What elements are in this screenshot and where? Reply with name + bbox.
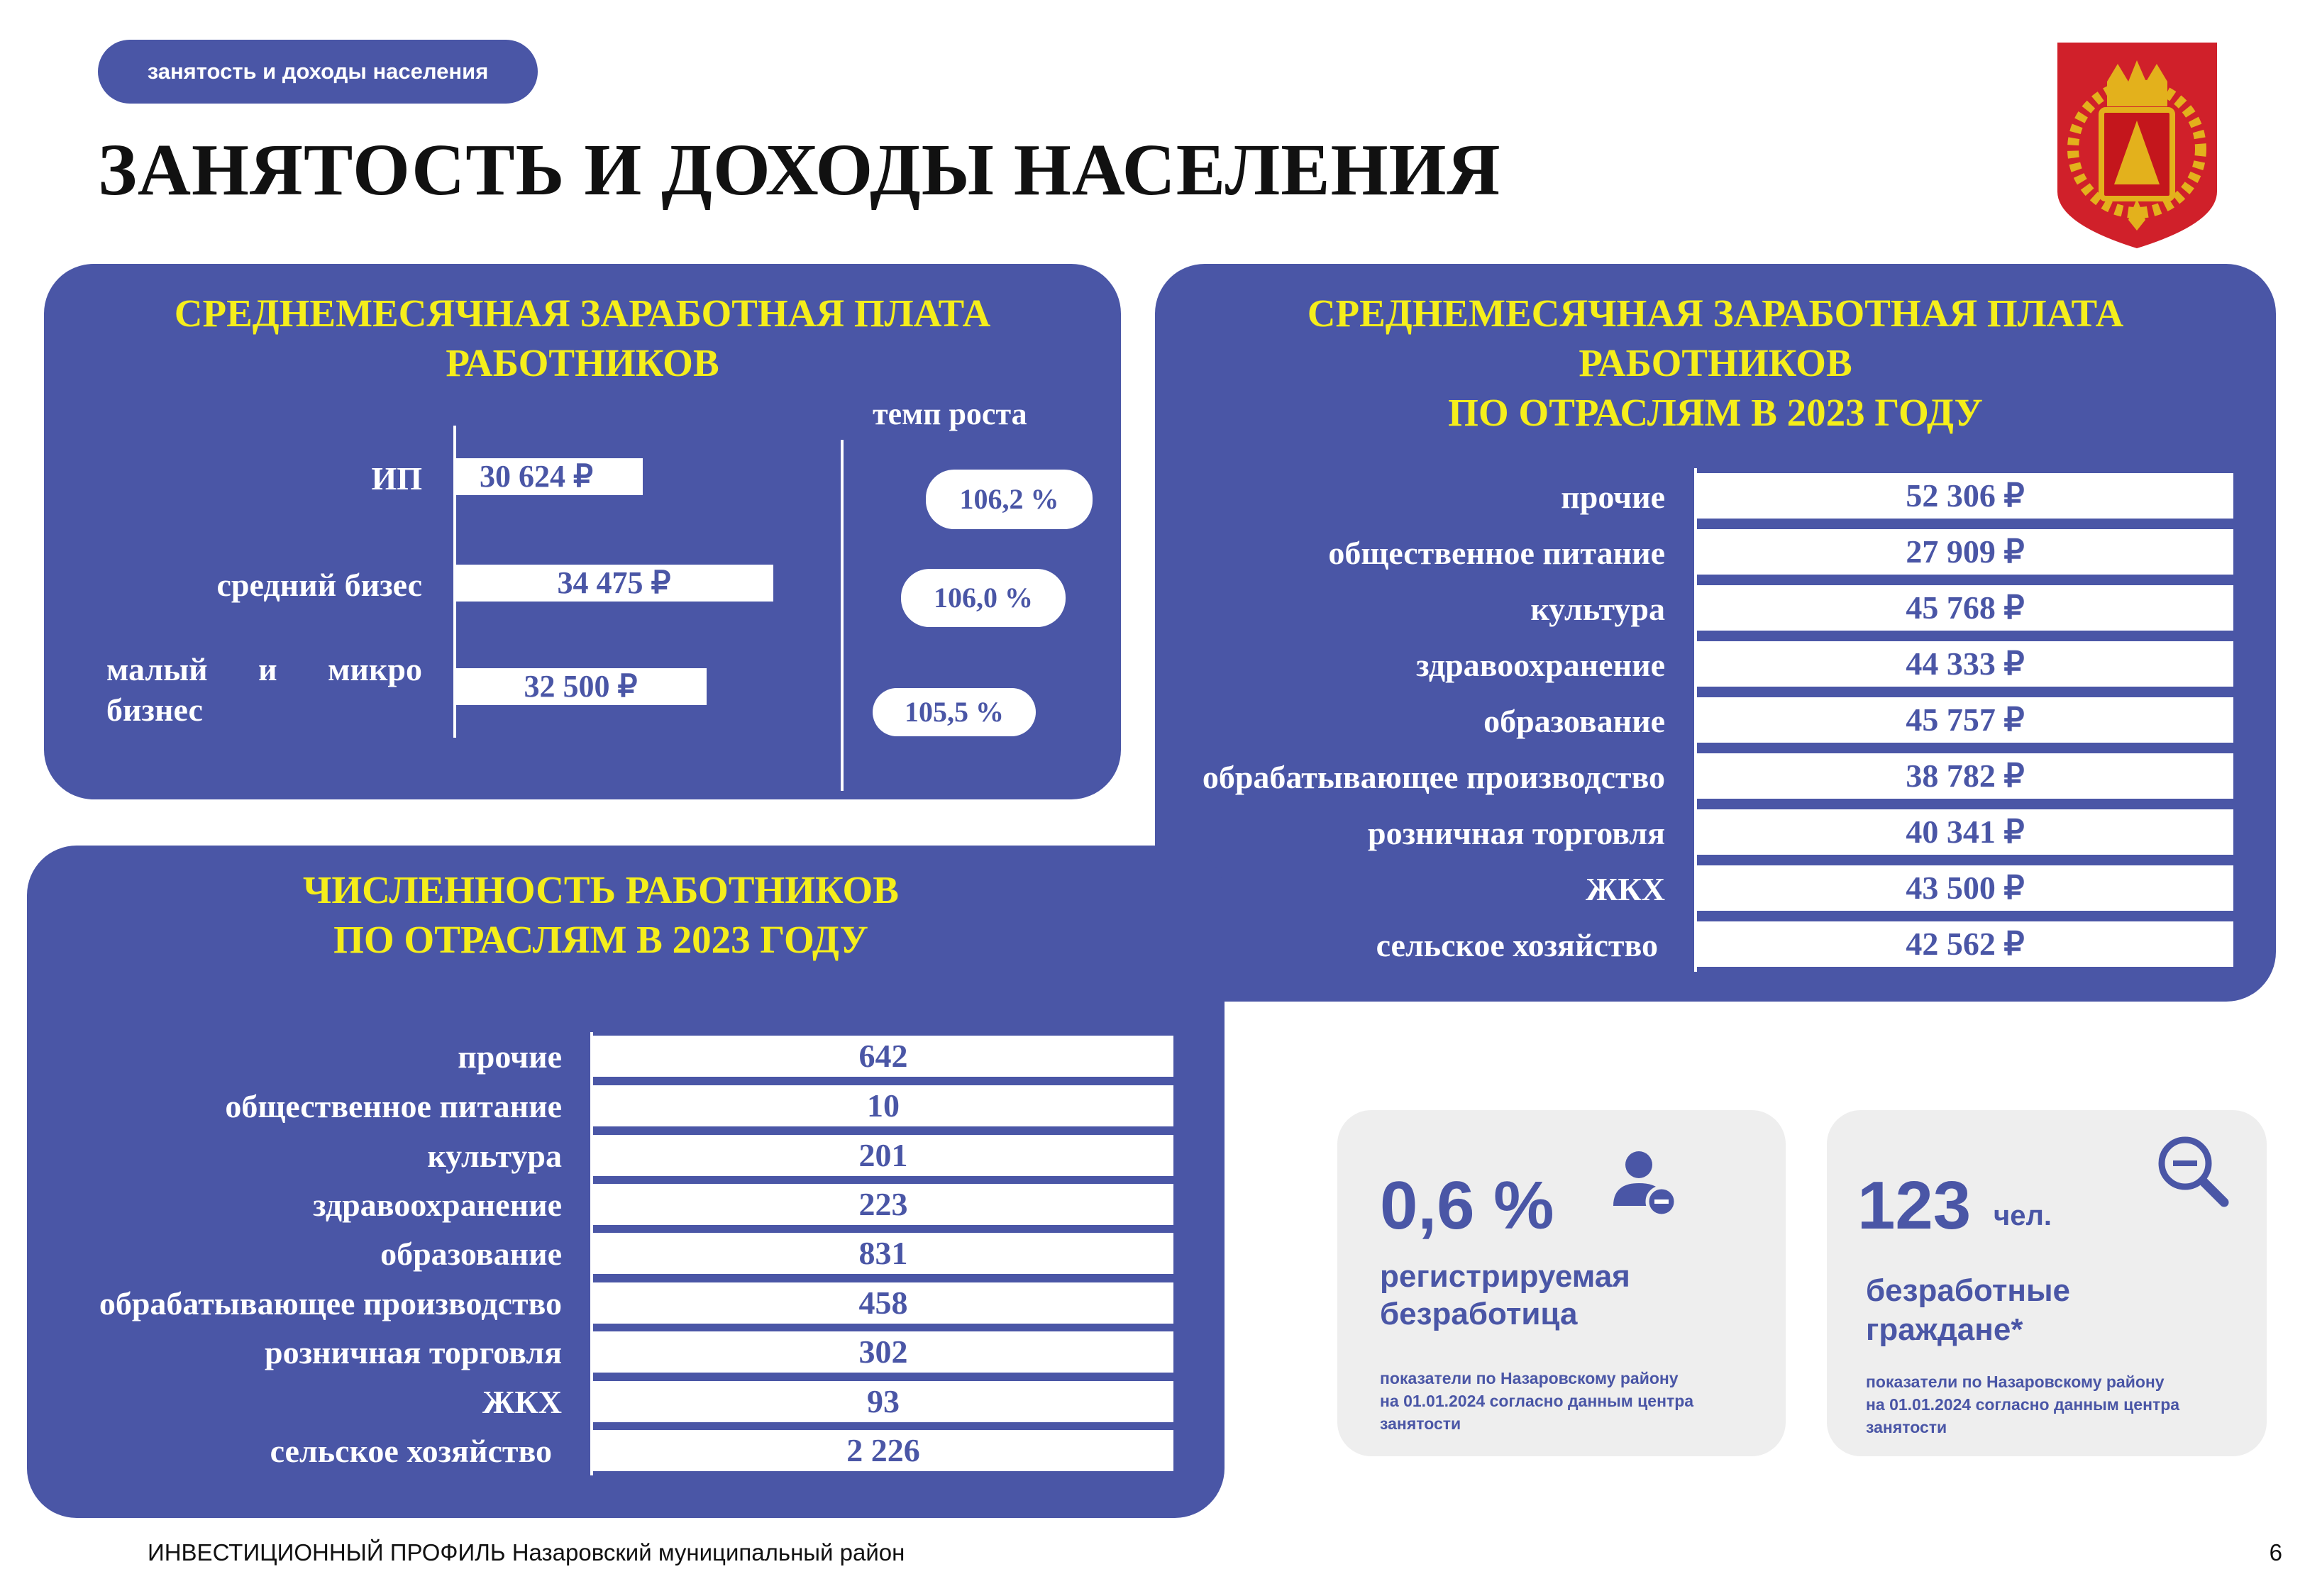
industry-salary-title-line2: РАБОТНИКОВ (1579, 341, 1852, 384)
footer-text: ИНВЕСТИЦИОННЫЙ ПРОФИЛЬ Назаровский муниципальный район (148, 1539, 905, 1565)
page-number: 6 (2269, 1539, 2282, 1565)
unemployment-value: 0,6 % (1380, 1168, 1554, 1243)
workers-label: культура (427, 1138, 562, 1174)
section-tag: занятость и доходы населения (98, 40, 538, 104)
growth-header: темп роста (873, 397, 1027, 431)
workers-bar: 831 (593, 1233, 1173, 1274)
workers-label: сельское хозяйство (270, 1433, 552, 1469)
workers-bar: 458 (593, 1282, 1173, 1324)
industry-salary-bar: 44 333 ₽ (1697, 641, 2233, 687)
workers-bar: 93 (593, 1381, 1173, 1422)
average-salary-title-line1: СРЕДНЕМЕСЯЧНАЯ ЗАРАБОТНАЯ ПЛАТА (174, 292, 991, 335)
industry-salary-title-line1: СРЕДНЕМЕСЯЧНАЯ ЗАРАБОТНАЯ ПЛАТА (1307, 292, 2124, 335)
salary-bar-small-business: 32 500 ₽ (455, 668, 707, 705)
workers-label: розничная торговля (264, 1334, 562, 1370)
search-minus-icon (2153, 1131, 2231, 1209)
workers-bar: 2 226 (593, 1430, 1173, 1471)
salary-label-small-business-line2: бизнес (106, 692, 203, 728)
industry-salary-bar: 52 306 ₽ (1697, 473, 2233, 519)
salary-label-small-business: малый и микро (106, 651, 422, 687)
salary-bar-ip: 30 624 ₽ (455, 458, 643, 495)
industry-salary-label: прочие (1561, 479, 1665, 515)
industry-salary-label: сельское хозяйство (1376, 927, 1658, 963)
industry-salary-label: образование (1483, 703, 1665, 739)
unemployed-label-line1: безработные (1866, 1273, 2070, 1308)
workers-label: здравоохранение (313, 1187, 562, 1223)
growth-pill-small-business: 105,5 % (873, 688, 1036, 736)
unemployed-note-line2: на 01.01.2024 согласно данным центра (1866, 1395, 2180, 1414)
workers-label: прочие (458, 1038, 562, 1075)
industry-salary-bar: 27 909 ₽ (1697, 529, 2233, 575)
workers-bar: 642 (593, 1036, 1173, 1077)
industry-salary-bar: 45 757 ₽ (1697, 697, 2233, 743)
user-minus-icon (1610, 1149, 1681, 1220)
workers-bar: 10 (593, 1085, 1173, 1126)
industry-salary-bar: 42 562 ₽ (1697, 921, 2233, 967)
unemployed-unit: чел. (1994, 1200, 2052, 1231)
workers-label: общественное питание (225, 1088, 562, 1124)
unemployed-note-line3: занятости (1866, 1418, 1947, 1436)
workers-bar: 302 (593, 1331, 1173, 1373)
industry-salary-label: здравоохранение (1416, 647, 1665, 683)
salary-bar-medium-business: 34 475 ₽ (455, 565, 773, 602)
industry-salary-title-line3: ПО ОТРАСЛЯМ В 2023 ГОДУ (1448, 391, 1983, 434)
coat-of-arms-icon (2057, 43, 2217, 248)
industry-salary-bar: 38 782 ₽ (1697, 753, 2233, 799)
industry-salary-label: ЖКХ (1585, 871, 1665, 907)
workers-bar: 201 (593, 1135, 1173, 1176)
industry-salary-label: обрабатывающее производство (1202, 759, 1665, 795)
workers-label: обрабатывающее производство (99, 1285, 562, 1321)
salary-label-ip: ИП (371, 460, 422, 497)
unemployed-value: 123 (1857, 1168, 1972, 1243)
workers-label: образование (380, 1236, 562, 1272)
unemployment-note-line3: занятости (1380, 1414, 1461, 1433)
average-salary-title-line2: РАБОТНИКОВ (446, 341, 719, 384)
workers-title-line2: ПО ОТРАСЛЯМ В 2023 ГОДУ (333, 918, 868, 961)
industry-salary-label: общественное питание (1328, 535, 1665, 571)
industry-salary-bar: 43 500 ₽ (1697, 865, 2233, 911)
unemployed-note-line1: показатели по Назаровскому району (1866, 1373, 2165, 1391)
growth-pill-medium-business: 106,0 % (901, 569, 1066, 627)
workers-bar: 223 (593, 1184, 1173, 1225)
industry-salary-bar: 40 341 ₽ (1697, 809, 2233, 855)
unemployment-label-line2: безработица (1380, 1297, 1578, 1331)
industry-salary-label: культура (1530, 591, 1665, 627)
industry-salary-label: розничная торговля (1367, 815, 1665, 851)
unemployment-label-line1: регистрируемая (1380, 1259, 1630, 1294)
growth-divider-line (841, 440, 844, 791)
unemployment-note-line1: показатели по Назаровскому району (1380, 1369, 1679, 1387)
salary-label-medium-business: средний бизес (216, 567, 422, 603)
workers-label: ЖКХ (482, 1384, 562, 1420)
workers-title-line1: ЧИСЛЕННОСТЬ РАБОТНИКОВ (303, 868, 899, 911)
industry-salary-bar: 45 768 ₽ (1697, 585, 2233, 631)
unemployed-label-line2: граждане* (1866, 1312, 2023, 1347)
unemployment-note-line2: на 01.01.2024 согласно данным центра (1380, 1392, 1694, 1410)
page-title: ЗАНЯТОСТЬ И ДОХОДЫ НАСЕЛЕНИЯ (98, 129, 1501, 211)
growth-pill-ip: 106,2 % (926, 470, 1093, 529)
